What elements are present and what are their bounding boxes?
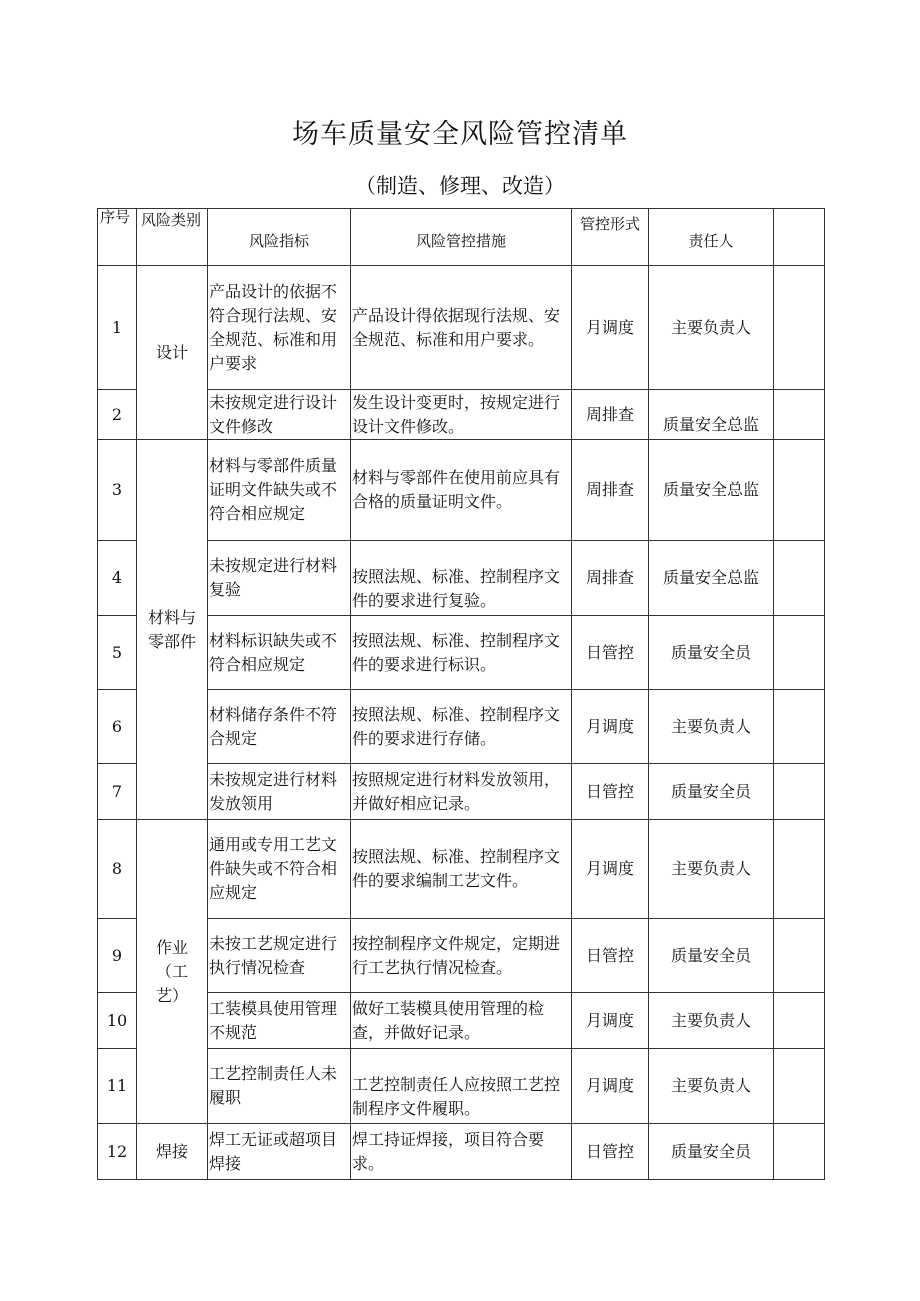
- row-no: 10: [98, 993, 137, 1049]
- row-form: 月调度: [572, 993, 649, 1049]
- row-blank: [774, 919, 825, 993]
- row-measure: 按照法规、标准、控制程序文件的要求进行存储。: [351, 690, 572, 764]
- row-indicator: 产品设计的依据不符合现行法规、安全规范、标准和用户要求: [208, 266, 351, 390]
- table-row: [98, 1049, 825, 1124]
- row-blank: [774, 266, 825, 390]
- row-blank: [774, 993, 825, 1049]
- header-category: 风险类别: [137, 209, 208, 266]
- row-no: 4: [98, 541, 137, 616]
- header-indicator: 风险指标: [208, 209, 351, 266]
- row-blank: [774, 616, 825, 690]
- row-indicator: 焊工无证或超项目焊接: [208, 1124, 351, 1180]
- row-no: 12: [98, 1124, 137, 1180]
- row-person: 质量安全员: [649, 764, 774, 820]
- row-measure: 产品设计得依据现行法规、安全规范、标准和用户要求。: [351, 266, 572, 390]
- row-indicator: 材料标识缺失或不符合相应规定: [208, 616, 351, 690]
- table-row: [98, 764, 825, 820]
- row-no: 7: [98, 764, 137, 820]
- row-no: 1: [98, 266, 137, 390]
- table-row: [98, 390, 825, 440]
- header-measure: 风险管控措施: [351, 209, 572, 266]
- header-blank: [774, 209, 825, 266]
- row-blank: [774, 541, 825, 616]
- row-indicator: 工艺控制责任人未履职: [208, 1049, 351, 1124]
- row-person: 主要负责人: [649, 820, 774, 919]
- row-no: 8: [98, 820, 137, 919]
- row-measure: 按照法规、标准、控制程序文件的要求编制工艺文件。: [351, 820, 572, 919]
- table-row: [98, 440, 825, 541]
- row-measure: 做好工装模具使用管理的检查，并做好记录。: [351, 993, 572, 1049]
- row-measure: 工艺控制责任人应按照工艺控制程序文件履职。: [351, 1049, 572, 1124]
- row-form: 周排查: [572, 440, 649, 541]
- row-blank: [774, 440, 825, 541]
- row-no: 6: [98, 690, 137, 764]
- table-row: [98, 690, 825, 764]
- table-row: [98, 820, 825, 919]
- row-person: 质量安全总监: [649, 541, 774, 616]
- row-no: 5: [98, 616, 137, 690]
- category-process: 作业（工艺）: [137, 820, 208, 1124]
- row-form: 日管控: [572, 1124, 649, 1180]
- row-person: 质量安全员: [649, 616, 774, 690]
- row-person: 质量安全总监: [649, 390, 774, 440]
- row-measure: 材料与零部件在使用前应具有合格的质量证明文件。: [351, 440, 572, 541]
- row-form: 日管控: [572, 764, 649, 820]
- table-row: [98, 616, 825, 690]
- table-row: [98, 266, 825, 390]
- row-indicator: 通用或专用工艺文件缺失或不符合相应规定: [208, 820, 351, 919]
- row-blank: [774, 1124, 825, 1180]
- row-person: 主要负责人: [649, 266, 774, 390]
- header-person: 责任人: [649, 209, 774, 266]
- row-person: 主要负责人: [649, 993, 774, 1049]
- table-row: [98, 541, 825, 616]
- row-form: 日管控: [572, 919, 649, 993]
- row-form: 月调度: [572, 266, 649, 390]
- row-indicator: 材料与零部件质量证明文件缺失或不符合相应规定: [208, 440, 351, 541]
- row-form: 月调度: [572, 1049, 649, 1124]
- row-measure: 发生设计变更时，按规定进行设计文件修改。: [351, 390, 572, 440]
- table-row: [98, 1124, 825, 1180]
- page-subtitle: （制造、修理、改造）: [355, 174, 565, 198]
- row-measure: 按照法规、标准、控制程序文件的要求进行复验。: [351, 541, 572, 616]
- row-measure: 焊工持证焊接，项目符合要求。: [351, 1124, 572, 1180]
- table-row: [98, 993, 825, 1049]
- row-indicator: 材料储存条件不符合规定: [208, 690, 351, 764]
- risk-control-table: [97, 208, 825, 1180]
- header-seq: 序号: [98, 209, 137, 266]
- row-person: 主要负责人: [649, 690, 774, 764]
- row-no: 11: [98, 1049, 137, 1124]
- row-blank: [774, 690, 825, 764]
- row-indicator: 未按工艺规定进行执行情况检查: [208, 919, 351, 993]
- row-person: 质量安全员: [649, 1124, 774, 1180]
- row-blank: [774, 1049, 825, 1124]
- row-indicator: 工装模具使用管理不规范: [208, 993, 351, 1049]
- page-title: 场车质量安全风险管控清单: [292, 119, 628, 150]
- header-row: [98, 209, 825, 266]
- category-welding: 焊接: [137, 1124, 208, 1180]
- row-indicator: 未按规定进行材料复验: [208, 541, 351, 616]
- row-indicator: 未按规定进行材料发放领用: [208, 764, 351, 820]
- row-form: 周排查: [572, 390, 649, 440]
- row-form: 月调度: [572, 690, 649, 764]
- header-form: 管控形式: [572, 209, 649, 266]
- row-form: 日管控: [572, 616, 649, 690]
- row-measure: 按照法规、标准、控制程序文件的要求进行标识。: [351, 616, 572, 690]
- row-indicator: 未按规定进行设计文件修改: [208, 390, 351, 440]
- row-no: 3: [98, 440, 137, 541]
- row-no: 2: [98, 390, 137, 440]
- row-form: 月调度: [572, 820, 649, 919]
- table-row: [98, 919, 825, 993]
- row-person: 主要负责人: [649, 1049, 774, 1124]
- row-blank: [774, 764, 825, 820]
- row-no: 9: [98, 919, 137, 993]
- category-material: 材料与零部件: [137, 440, 208, 820]
- row-blank: [774, 820, 825, 919]
- row-form: 周排查: [572, 541, 649, 616]
- category-design: 设计: [137, 266, 208, 440]
- row-blank: [774, 390, 825, 440]
- row-measure: 按控制程序文件规定，定期进行工艺执行情况检查。: [351, 919, 572, 993]
- row-measure: 按照规定进行材料发放领用，并做好相应记录。: [351, 764, 572, 820]
- row-person: 质量安全总监: [649, 440, 774, 541]
- row-person: 质量安全员: [649, 919, 774, 993]
